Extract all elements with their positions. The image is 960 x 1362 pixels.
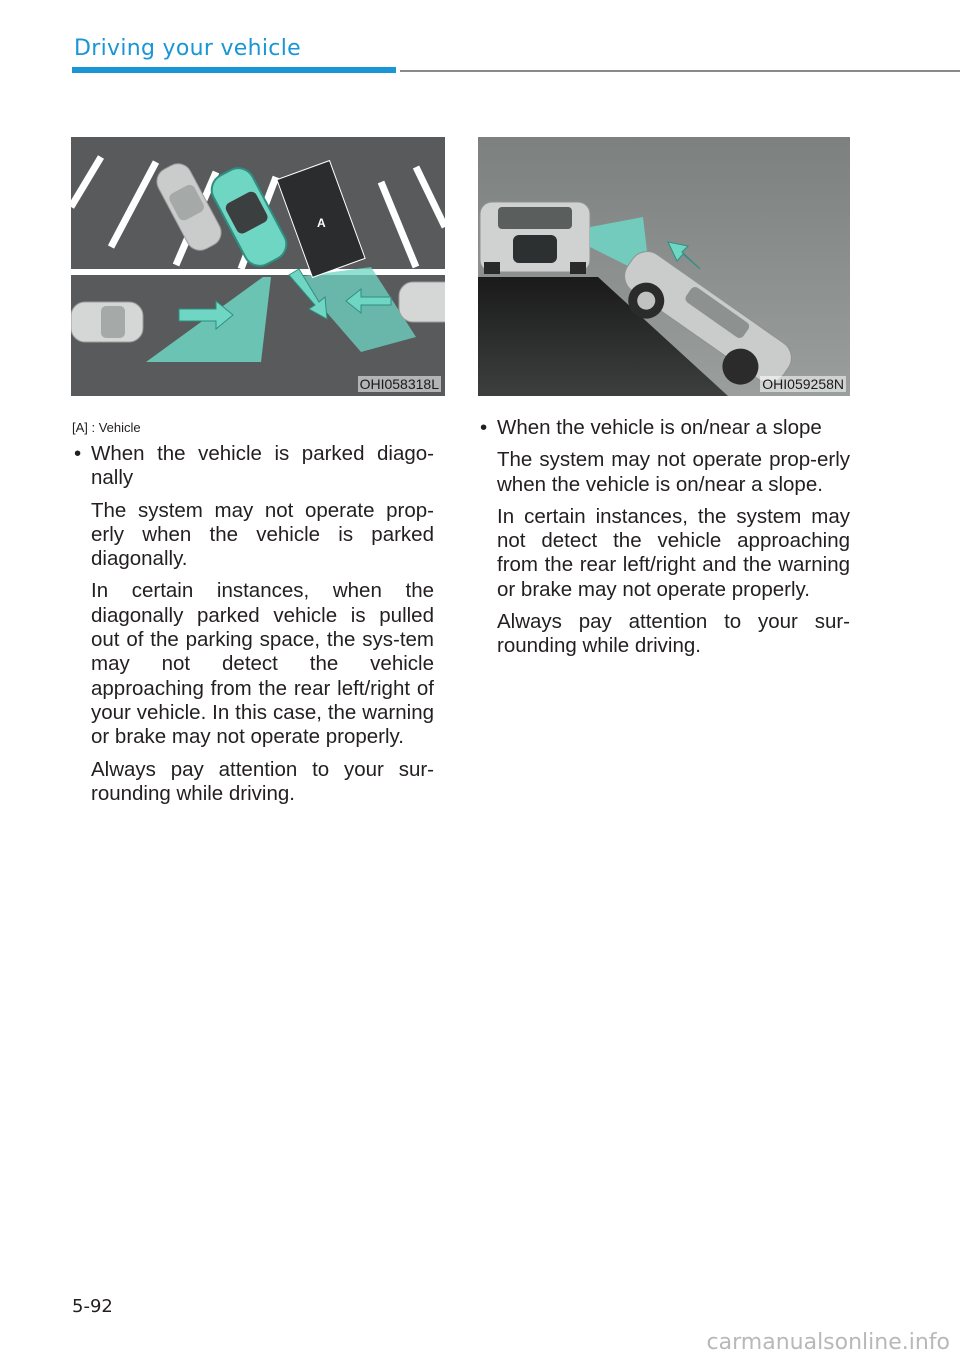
- paragraph: The system may not operate prop-erly when the vehicle is on/near a slope.: [497, 448, 850, 496]
- paragraph: Always pay attention to your sur-rounding while driving.: [497, 610, 850, 658]
- slope-svg: [478, 137, 850, 396]
- watermark: carmanualsonline.info: [706, 1330, 950, 1355]
- slope-illustration: [478, 137, 850, 396]
- paragraph: In certain instances, the system may not detect the vehicle approaching from the rear left/right and the warning or brake may not operate properly.: [497, 504, 850, 601]
- paragraph: Always pay attention to your sur-rounding while driving.: [91, 757, 434, 805]
- paragraph: The system may not operate prop-erly when the vehicle is parked diagonally.: [91, 498, 434, 571]
- bullet-heading: [480, 416, 850, 440]
- page-number: 5-92: [72, 1296, 113, 1317]
- bullet-icon: •: [480, 416, 488, 439]
- figure-caption: [A] : Vehicle: [72, 420, 141, 435]
- header-title: Driving your vehicle: [74, 36, 301, 61]
- vehicle-a-marker: A: [317, 216, 326, 230]
- section-heading: When the vehicle is on/near a slope: [497, 416, 822, 439]
- bullet-icon: •: [74, 442, 82, 465]
- header-accent-bar: [72, 67, 396, 73]
- paragraph: In certain instances, when the diagonally parked vehicle is pulled out of the parking space, the sys-tem may not detect the vehicle approaching from the rear left/right of your vehicle. In this case, the warning or brake may not operate properly.: [91, 579, 434, 749]
- slope-section: [480, 416, 850, 659]
- section-heading: When the vehicle is parked diago-nally: [91, 442, 434, 490]
- header-divider: [400, 70, 960, 72]
- diagonal-parking-section: [74, 442, 434, 806]
- bullet-heading: [74, 442, 434, 491]
- figure-code-right: OHI059258N: [762, 376, 844, 392]
- figure-code-left: OHI058318L: [359, 376, 439, 392]
- diagonal-parking-svg: [71, 137, 445, 396]
- diagonal-parking-illustration: [71, 137, 445, 396]
